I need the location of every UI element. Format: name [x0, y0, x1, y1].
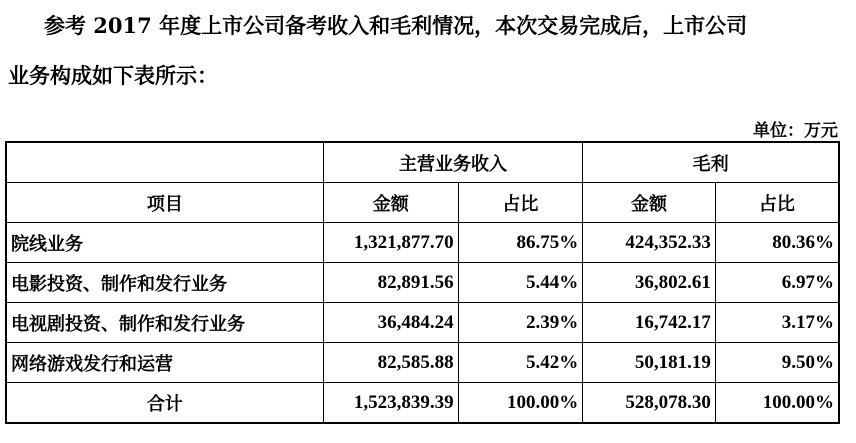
total-gross: 528,078.30 — [583, 383, 716, 424]
table-group-header-row — [6, 142, 839, 183]
row-item: 电视剧投资、制作和发行业务 — [6, 303, 323, 343]
total-revenue: 1,523,839.39 — [323, 383, 458, 424]
revenue-group-header: 主营业务收入 — [323, 142, 582, 183]
table-total-row — [6, 383, 839, 424]
row-gross: 36,802.61 — [583, 263, 716, 303]
item-header: 项目 — [6, 183, 323, 223]
table-row — [6, 303, 839, 343]
row-gross-share: 9.50% — [715, 343, 839, 383]
table-row — [6, 343, 839, 383]
table-row — [6, 223, 839, 263]
table-row — [6, 263, 839, 303]
row-gross-share: 3.17% — [715, 303, 839, 343]
revenue-amount-header: 金额 — [323, 183, 458, 223]
gross-profit-group-header: 毛利 — [583, 142, 839, 183]
row-item: 网络游戏发行和运营 — [6, 343, 323, 383]
intro-line-2: 业务构成如下表所示： — [8, 63, 218, 88]
gross-amount-header: 金额 — [583, 183, 716, 223]
row-revenue: 82,891.56 — [323, 263, 458, 303]
revenue-share-header: 占比 — [458, 183, 583, 223]
row-revenue-share: 2.39% — [458, 303, 583, 343]
intro-line-1: 参考 2017 年度上市公司备考收入和毛利情况，本次交易完成后，上市公司 — [44, 13, 748, 38]
unit-label: 单位：万元 — [753, 121, 838, 141]
row-gross: 50,181.19 — [583, 343, 716, 383]
total-revenue-share: 100.00% — [458, 383, 583, 424]
row-gross-share: 6.97% — [715, 263, 839, 303]
row-revenue: 1,321,877.70 — [323, 223, 458, 263]
row-item: 电影投资、制作和发行业务 — [6, 263, 323, 303]
row-revenue-share: 86.75% — [458, 223, 583, 263]
row-revenue-share: 5.42% — [458, 343, 583, 383]
table-sub-header-row — [6, 183, 839, 223]
total-gross-share: 100.00% — [715, 383, 839, 424]
business-composition-table — [5, 141, 840, 424]
row-gross: 16,742.17 — [583, 303, 716, 343]
row-revenue: 36,484.24 — [323, 303, 458, 343]
row-gross-share: 80.36% — [715, 223, 839, 263]
row-revenue-share: 5.44% — [458, 263, 583, 303]
gross-share-header: 占比 — [715, 183, 839, 223]
row-revenue: 82,585.88 — [323, 343, 458, 383]
header-empty-cell — [6, 142, 323, 183]
total-item: 合计 — [6, 383, 323, 424]
row-item: 院线业务 — [6, 223, 323, 263]
row-gross: 424,352.33 — [583, 223, 716, 263]
